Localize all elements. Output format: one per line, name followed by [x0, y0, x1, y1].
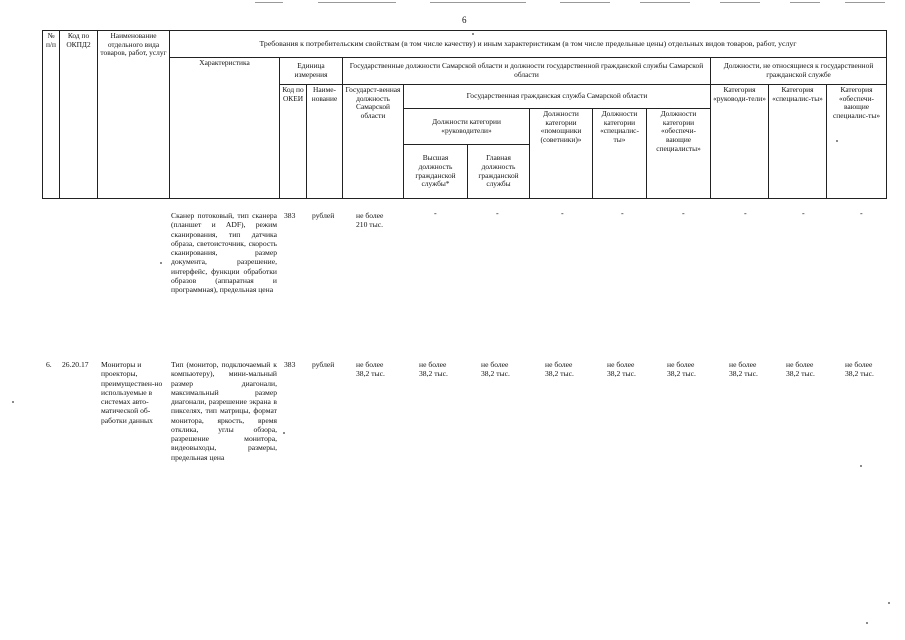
monitor-value-cat-support: не более 38,2 тыс. — [845, 360, 874, 379]
header-characteristic: Характеристика — [170, 58, 280, 199]
header-cat-specialists: Категория «специалис-ты» — [769, 85, 827, 199]
scanner-dash-support: - — [682, 209, 685, 218]
header-cat-heads: Категория «руководи-тели» — [711, 85, 769, 199]
scan-speck — [12, 401, 14, 403]
header-unit-name: Наиме-нование — [307, 85, 343, 199]
scan-speck — [860, 465, 862, 467]
monitor-unit: рублей — [312, 360, 335, 369]
header-cat-support: Категория «обеспечи-вающие специалис-ты» — [827, 85, 887, 199]
monitor-value-cat-heads: не более 38,2 тыс. — [729, 360, 758, 379]
header-requirements: Требования к потребительским свойствам (в том числе качеству) и иным характеристикам (в том числе предельные цены) отдельных видов товаров, работ, услуг — [170, 31, 887, 58]
scan-speck — [866, 622, 868, 624]
header-table — [42, 30, 887, 199]
header-num: № п/п — [43, 31, 60, 199]
scan-speck — [472, 33, 474, 35]
monitor-num: 6. — [46, 360, 52, 369]
header-main: Главная должность гражданской службы — [468, 145, 530, 199]
header-cat-heads-group: Должности категории «руководители» — [404, 109, 530, 145]
monitor-value-assistants: не более 38,2 тыс. — [545, 360, 574, 379]
header-assistants: Должности категории «помощники (советники)» — [530, 109, 593, 199]
header-specialists: Должности категории «специалис-ты» — [593, 109, 647, 199]
monitor-value-main: не более 38,2 тыс. — [481, 360, 510, 379]
header-unit: Единица измерения — [280, 58, 343, 85]
header-civil-service: Государственная гражданская служба Самарской области — [404, 85, 711, 109]
scanner-dash-cat-heads: - — [744, 209, 747, 218]
monitor-name: Мониторы и проекторы, преимуществен-но используемые в системах авто-матической об-работки данных — [101, 360, 163, 425]
scanner-dash-highest: - — [434, 209, 437, 218]
scanner-unit: рублей — [312, 211, 335, 220]
top-edge-marks — [0, 0, 905, 6]
scan-speck — [160, 262, 162, 264]
scanner-dash-cat-specialists: - — [802, 209, 805, 218]
header-gov-positions: Государственные должности Самарской области и должности государственной гражданской службы Самарской области — [343, 58, 711, 85]
scanner-okei: 383 — [284, 211, 296, 220]
monitor-value-support: не более 38,2 тыс. — [667, 360, 696, 379]
scan-speck — [888, 602, 890, 604]
scanner-dash-main: - — [496, 209, 499, 218]
header-support: Должности категории «обеспечи-вающие специалисты» — [647, 109, 711, 199]
header-okpd: Код по ОКПД2 — [60, 31, 98, 199]
monitor-okpd: 26.20.17 — [62, 360, 89, 369]
monitor-value-specialists: не более 38,2 тыс. — [607, 360, 636, 379]
scan-speck — [836, 140, 838, 142]
scanner-gov-value: не более 210 тыс. — [356, 211, 384, 230]
monitor-value-cat-specialists: не более 38,2 тыс. — [786, 360, 815, 379]
header-highest: Высшая должность гражданской службы* — [404, 145, 468, 199]
scan-speck — [283, 432, 285, 434]
scanner-characteristic: Сканер потоковый, тип сканера (планшет и ADF), режим сканирования, тип датчика образа, светоисточник, скорость сканирования, размер документа, разрешение, интерфейс, функции обработки образов (аппаратная и программная), предельная цена — [171, 211, 277, 294]
scanner-dash-assistants: - — [561, 209, 564, 218]
monitor-characteristic: Тип (монитор, подключаемый к компьютеру), мини-мальный размер диагонали, максимальный размер диагонали, разрешение экрана в пикселях, тип матрицы, формат монитора, яркость, время отклика, углы обзора, разрешение монитора, видеовыходы, размеры, предельная цена — [171, 360, 277, 462]
monitor-value-highest: не более 38,2 тыс. — [419, 360, 448, 379]
scanner-dash-specialists: - — [621, 209, 624, 218]
header-name: Наименование отдельного вида товаров, работ, услуг — [98, 31, 170, 199]
header-non-positions: Должности, не относящиеся к государственной гражданской службе — [711, 58, 887, 85]
scanner-dash-cat-support: - — [860, 209, 863, 218]
page-number: 6 — [462, 15, 467, 25]
monitor-value-gov: не более 38,2 тыс. — [356, 360, 385, 379]
header-okei: Код по ОКЕИ — [280, 85, 307, 199]
monitor-okei: 383 — [284, 360, 296, 369]
header-gov-position-col: Государст-венная должность Самарской области — [343, 85, 404, 199]
